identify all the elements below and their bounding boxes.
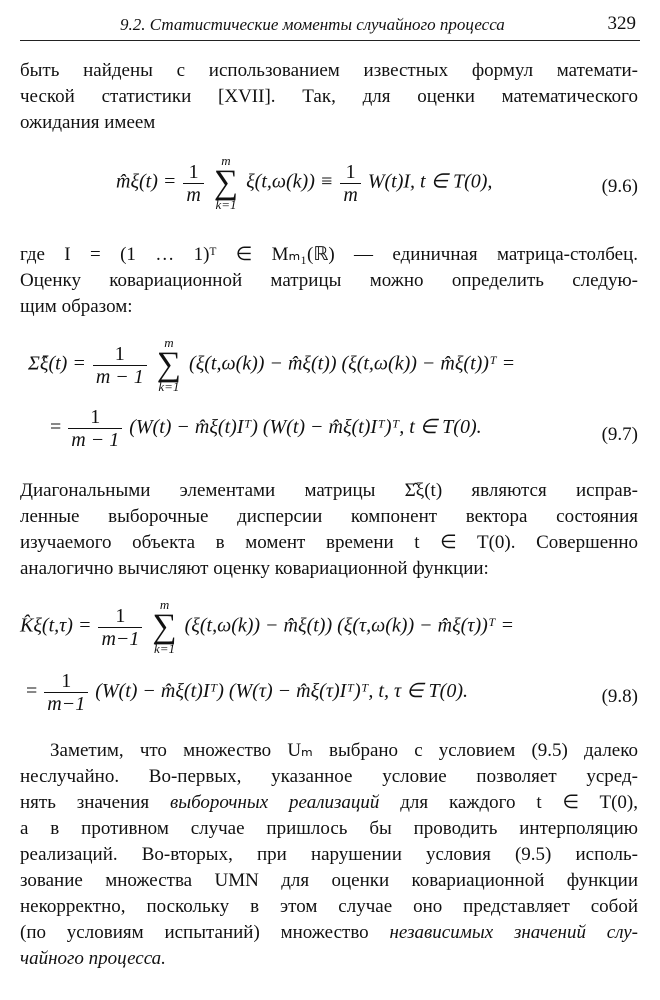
text-line: Заметим, что множество Uₘ выбрано с условием (9.5) далеко — [50, 740, 638, 761]
fraction-denominator: m — [343, 183, 358, 206]
sum-lower-limit: k=1 — [158, 379, 180, 394]
fraction-numerator: 1 — [68, 406, 122, 429]
sum-lower-limit: k=1 — [153, 641, 176, 656]
sum-lower-limit: k=1 — [215, 197, 237, 212]
equation-9-7-line-1 — [20, 332, 640, 408]
equation-number: (9.8) — [601, 686, 638, 707]
text-line: а в противном случае пришлось бы проводить интерполяцию — [20, 818, 638, 839]
emphasis-term: независимых значений слу- — [389, 922, 638, 943]
sigma-symbol: ∑ — [213, 164, 239, 201]
equation-9-8-line-2 — [20, 670, 640, 730]
running-header — [20, 12, 640, 41]
fraction — [44, 670, 88, 715]
paragraph-identity-column — [20, 242, 638, 320]
sigma-symbol: ∑ — [156, 346, 182, 383]
paragraph-remark — [20, 738, 638, 972]
equation-body: (ξ(t,ω(k)) − m̂ξ(t)) (ξ(τ,ω(k)) − m̂ξ(τ))ᵀ = — [184, 614, 514, 637]
fraction-numerator: 1 — [340, 161, 360, 184]
text-span: для каждого t ∈ T(0), — [379, 792, 638, 813]
equation-9-7-line-2 — [20, 406, 640, 466]
text-line: щим образом: — [20, 296, 133, 317]
sum-operator — [152, 598, 176, 656]
text-line: Оценку ковариационной матрицы можно определить следую- — [20, 270, 638, 291]
equation-lhs: K̂ξ(t,τ) = — [20, 614, 92, 637]
equation-lhs: Σ̂ξ(t) = — [28, 352, 86, 375]
equation-9-8-line-1 — [20, 594, 640, 670]
sum-operator — [157, 336, 181, 394]
equation-body: (ξ(t,ω(k)) − m̂ξ(t)) (ξ(t,ω(k)) − m̂ξ(t))ᵀ = — [189, 352, 516, 375]
fraction-denominator: m − 1 — [71, 429, 120, 451]
text-line — [20, 946, 638, 972]
fraction — [183, 161, 203, 206]
text-span: (по условиям испытаний) множество — [20, 922, 390, 943]
emphasis-term: чайного процесса. — [20, 948, 166, 969]
fraction-numerator: 1 — [93, 343, 147, 366]
fraction-denominator: m − 1 — [95, 365, 144, 388]
fraction-denominator: m−1 — [101, 627, 140, 650]
sum-upper-limit: m — [159, 597, 170, 612]
text-line: где I = (1 … 1)ᵀ ∈ Mₘ₁(ℝ) — единичная матрица-столбец. — [20, 244, 638, 265]
fraction — [98, 605, 142, 650]
equation-lhs: m̂ξ(t) = — [116, 170, 177, 193]
text-line: ленные выборочные дисперсии компонент вектора состояния — [20, 506, 638, 527]
fraction-numerator: 1 — [183, 161, 203, 184]
equation-number: (9.6) — [601, 176, 638, 197]
equation-lhs: = — [26, 680, 38, 703]
text-line: некорректно, поскольку в этом случае оно представляет собой — [20, 896, 638, 917]
text-line — [20, 920, 638, 946]
equation-9-6 — [20, 150, 640, 230]
text-line: ческой статистики [XVII]. Так, для оценки математического — [20, 86, 638, 107]
fraction-denominator: m — [186, 183, 201, 206]
emphasis-term: выборочных реализаций — [169, 792, 380, 813]
text-line: зование множества UMN для оценки ковариационной функции — [20, 870, 638, 891]
text-line: ожидания имеем — [20, 112, 156, 133]
fraction — [93, 343, 147, 388]
equation-lhs: = — [50, 416, 62, 439]
sum-upper-limit: m — [221, 153, 231, 168]
text-line: быть найдены с использованием известных формул математи- — [20, 60, 638, 81]
paragraph-diagonal-elements — [20, 478, 638, 582]
text-line: Диагональными элементами матрицы Σ̂ξ(t) являются исправ- — [20, 480, 638, 501]
text-span: нять значения — [20, 792, 170, 813]
paragraph-intro — [20, 58, 638, 136]
fraction — [340, 161, 360, 206]
fraction-denominator: m−1 — [47, 693, 86, 715]
text-line: изучаемого объекта в момент времени t ∈ T(0). Совершенно — [20, 532, 638, 553]
sum-operator — [214, 154, 238, 212]
sum-upper-limit: m — [164, 335, 174, 350]
equation-body: ξ(t,ω(k)) ≡ — [246, 170, 334, 193]
equation-body: (W(t) − m̂ξ(t)Iᵀ) (W(t) − m̂ξ(t)Iᵀ)ᵀ, t ∈ T(0). — [129, 416, 482, 439]
page-number: 329 — [607, 13, 636, 34]
sigma-symbol: ∑ — [152, 608, 177, 645]
section-title: 9.2. Статистические моменты случайного процесса — [120, 15, 505, 34]
fraction — [68, 406, 122, 451]
equation-tail: W(t)I, t ∈ T(0), — [367, 170, 493, 193]
equation-number: (9.7) — [601, 424, 638, 445]
fraction-numerator: 1 — [98, 605, 142, 628]
text-line — [20, 790, 638, 816]
fraction-numerator: 1 — [44, 670, 88, 693]
text-line: реализаций. Во-вторых, при нарушении условия (9.5) исполь- — [20, 844, 638, 865]
text-line: неслучайно. Во-первых, указанное условие позволяет усред- — [20, 766, 638, 787]
equation-body: (W(t) − m̂ξ(t)Iᵀ) (W(τ) − m̂ξ(τ)Iᵀ)ᵀ, t, τ ∈ T(0). — [95, 680, 468, 703]
text-line: аналогично вычисляют оценку ковариационной функции: — [20, 558, 489, 579]
